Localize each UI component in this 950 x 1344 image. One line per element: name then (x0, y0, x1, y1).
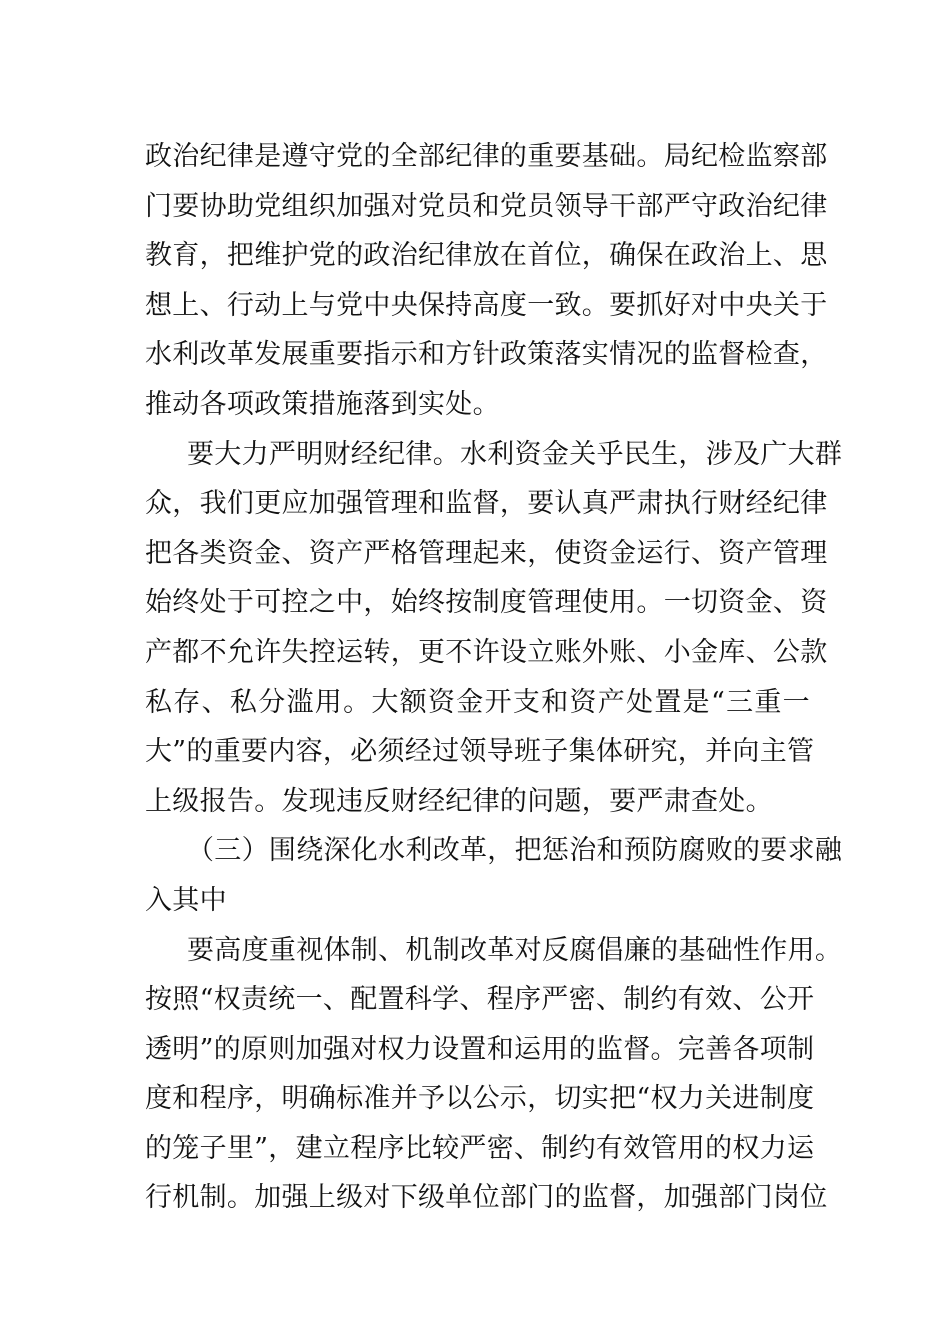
paragraph-first-line: 要高度重视体制、机制改革对反腐倡廉的基础性作用。 (187, 934, 843, 966)
text-line: 推动各项政策措施落到实处。 (145, 388, 500, 420)
text-line: 把各类资金、资产严格管理起来，使资金运行、资产管理 (145, 537, 828, 569)
section-heading-continued: 入其中 (145, 884, 227, 916)
text-line: 上级报告。发现违反财经纪律的问题，要严肃查处。 (145, 785, 773, 817)
text-line: 众，我们更应加强管理和监督，要认真严肃执行财经纪律 (145, 488, 828, 520)
section-heading: （三）围绕深化水利改革，把惩治和预防腐败的要求融 (187, 835, 843, 867)
paragraph-first-line: 要大力严明财经纪律。水利资金关乎民生，涉及广大群 (187, 438, 843, 470)
text-line: 度和程序，明确标准并予以公示，切实把“权力关进制度 (145, 1083, 815, 1115)
document-body (145, 132, 843, 1223)
text-line: 水利改革发展重要指示和方针政策落实情况的监督检查， (145, 339, 828, 371)
text-line: 大”的重要内容，必须经过领导班子集体研究，并向主管 (145, 736, 815, 768)
text-line: 想上、行动上与党中央保持高度一致。要抓好对中央关于 (145, 289, 828, 321)
text-line: 行机制。加强上级对下级单位部门的监督，加强部门岗位 (145, 1182, 828, 1214)
text-line: 门要协助党组织加强对党员和党员领导干部严守政治纪律 (145, 190, 828, 222)
text-line: 的笼子里”，建立程序比较严密、制约有效管用的权力运 (145, 1132, 815, 1164)
text-line: 政治纪律是遵守党的全部纪律的重要基础。局纪检监察部 (145, 141, 828, 172)
text-line: 教育，把维护党的政治纪律放在首位，确保在政治上、思 (145, 240, 828, 272)
text-line: 私存、私分滥用。大额资金开支和资产处置是“三重一 (145, 686, 810, 718)
text-line: 产都不允许失控运转，更不许设立账外账、小金库、公款 (145, 636, 828, 668)
text-line: 始终处于可控之中，始终按制度管理使用。一切资金、资 (145, 587, 828, 619)
text-line: 透明”的原则加强对权力设置和运用的监督。完善各项制 (145, 1033, 815, 1065)
text-line: 按照“权责统一、配置科学、程序严密、制约有效、公开 (145, 984, 815, 1016)
